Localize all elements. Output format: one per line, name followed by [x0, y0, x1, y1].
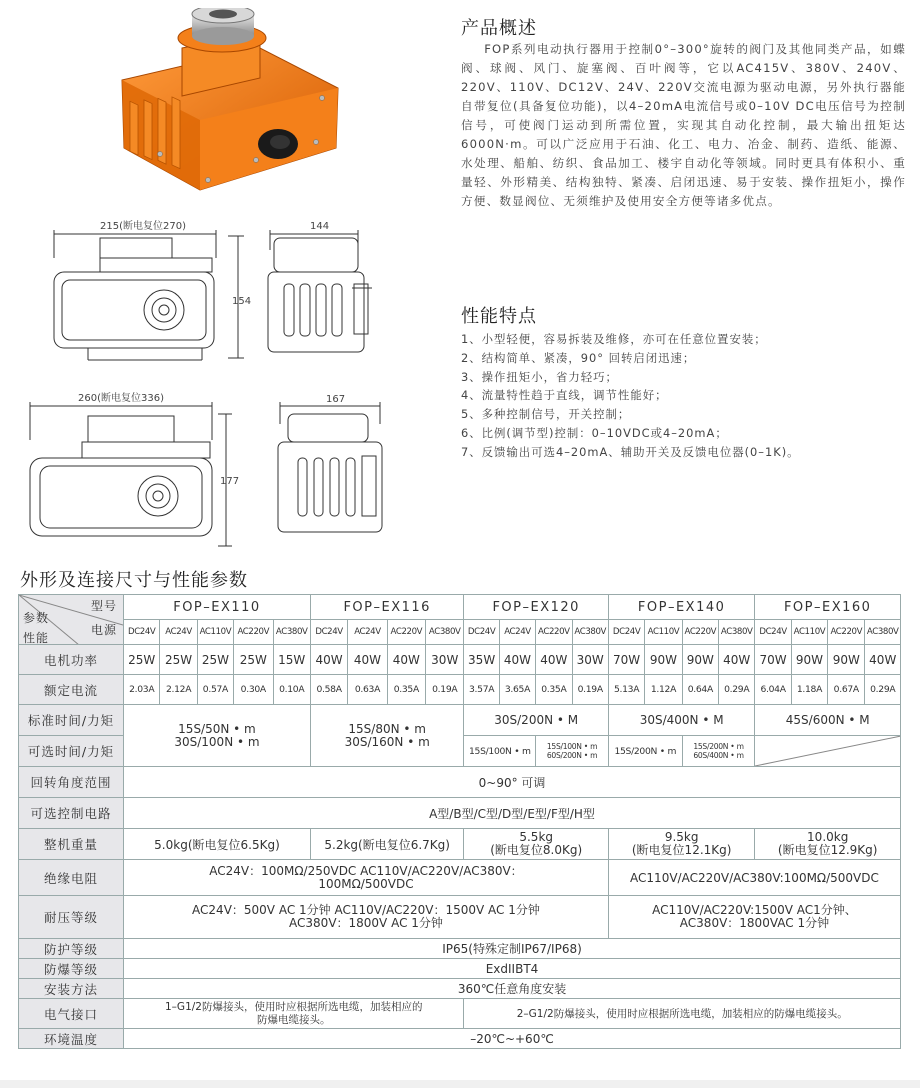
table-row: [19, 1029, 901, 1049]
list-item: 4、流量特性趋于直线，调节性能好；: [461, 388, 668, 403]
power-cell: 25W: [160, 645, 197, 675]
spec-table: [18, 594, 901, 1049]
model-header: FOP–EX140: [608, 595, 754, 620]
current-cell: 0.35A: [536, 675, 572, 705]
current-cell: 3.65A: [499, 675, 535, 705]
model-header: FOP–EX160: [755, 595, 901, 620]
table-row: [19, 999, 901, 1029]
table-row: [19, 798, 901, 829]
current-cell: 0.19A: [572, 675, 608, 705]
ex140-opt-time-alt: 15S/200N • m 60S/400N • m: [682, 736, 755, 767]
row-label: 整机重量: [19, 829, 124, 860]
electrical-right: 2–G1/2防爆接头，使用时应根据所选电缆，加装相应的防爆电缆接头。: [464, 999, 901, 1029]
power-cell: 90W: [682, 645, 718, 675]
power-cell: 25W: [234, 645, 273, 675]
table-row: [19, 767, 901, 798]
drawing1-side: [262, 228, 382, 368]
list-item: 5、多种控制信号，开关控制；: [461, 407, 631, 422]
power-cell: 40W: [310, 645, 347, 675]
power-cell: 35W: [464, 645, 499, 675]
ambient-value: –20℃~+60℃: [124, 1029, 901, 1049]
list-item: 6、比例(调节型)控制：0–10VDC或4–20mA；: [461, 425, 728, 440]
table-row: [19, 860, 901, 896]
voltage-cell: AC110V: [197, 620, 233, 645]
voltage-cell: AC380V: [572, 620, 608, 645]
row-label: 防护等级: [19, 939, 124, 959]
voltage-cell: AC220V: [536, 620, 572, 645]
current-cell: 2.03A: [124, 675, 160, 705]
voltage-cell: AC110V: [791, 620, 827, 645]
row-label: 电气接口: [19, 999, 124, 1029]
voltage-cell: DC24V: [464, 620, 499, 645]
ex120-std-time: 30S/200N • M: [464, 705, 608, 736]
voltage-cell: AC220V: [682, 620, 718, 645]
ex140-weight: 9.5kg (断电复位12.1Kg): [608, 829, 754, 860]
install-value: 360℃任意角度安装: [124, 979, 901, 999]
voltage-row: [19, 620, 901, 645]
model-header: FOP–EX110: [124, 595, 311, 620]
current-cell: 3.57A: [464, 675, 499, 705]
drawing2-width-label: 260(断电复位336): [78, 393, 164, 404]
ex160-weight: 10.0kg (断电复位12.9Kg): [755, 829, 901, 860]
drawing2-side: [272, 400, 392, 550]
explosion-value: ExdIIBT4: [124, 959, 901, 979]
power-cell: 30W: [426, 645, 464, 675]
row-label: 绝缘电阻: [19, 860, 124, 896]
power-cell: 30W: [572, 645, 608, 675]
drawing1-front: [48, 228, 248, 368]
current-cell: 0.57A: [197, 675, 233, 705]
corner-perf: 性能: [23, 631, 50, 645]
voltage-cell: AC110V: [645, 620, 682, 645]
current-cell: 0.30A: [234, 675, 273, 705]
table-corner: [19, 595, 124, 645]
row-label: 安装方法: [19, 979, 124, 999]
voltage-cell: DC24V: [310, 620, 347, 645]
diagonal-line: [755, 736, 900, 766]
voltage-cell: DC24V: [608, 620, 644, 645]
table-row: [19, 939, 901, 959]
row-label: 防爆等级: [19, 959, 124, 979]
voltage-cell: AC220V: [387, 620, 425, 645]
row-label: 可选控制电路: [19, 798, 124, 829]
rotation-value: 0~90° 可调: [124, 767, 901, 798]
current-cell: 0.10A: [273, 675, 310, 705]
list-item: 1、小型轻便，容易拆装及维修，亦可在任意位置安装；: [461, 332, 767, 346]
drawing2-side-label: 167: [326, 394, 346, 405]
insulation-right: AC110V/AC220V/AC380V:100MΩ/500VDC: [608, 860, 900, 896]
features-title: 性能特点: [461, 306, 537, 327]
power-cell: 40W: [536, 645, 572, 675]
power-cell: 90W: [645, 645, 682, 675]
current-cell: 0.67A: [828, 675, 865, 705]
voltage-cell: AC380V: [426, 620, 464, 645]
power-cell: 40W: [499, 645, 535, 675]
row-label: 回转角度范围: [19, 767, 124, 798]
row-label: 标准时间/力矩: [19, 705, 124, 736]
voltage-cell: AC380V: [865, 620, 901, 645]
row-label: 可选时间/力矩: [19, 736, 124, 767]
power-cell: 40W: [865, 645, 901, 675]
voltage-cell: AC220V: [234, 620, 273, 645]
control-value: A型/B型/C型/D型/E型/F型/H型: [124, 798, 901, 829]
withstand-left: AC24V：500V AC 1分钟 AC110V/AC220V：1500V AC 1分钟 AC380V：1800V AC 1分钟: [124, 896, 609, 939]
voltage-cell: AC380V: [719, 620, 755, 645]
corner-power: 电源: [91, 623, 118, 637]
current-cell: 0.64A: [682, 675, 718, 705]
power-cell: 40W: [719, 645, 755, 675]
features-list: [461, 330, 911, 462]
row-label: 耐压等级: [19, 896, 124, 939]
ex110-weight: 5.0kg(断电复位6.5Kg): [124, 829, 311, 860]
drawing2-front: [26, 400, 236, 550]
ex116-weight: 5.2kg(断电复位6.7Kg): [310, 829, 464, 860]
drawing1-width-label: 215(断电复位270): [100, 221, 186, 232]
table-row: [19, 675, 901, 705]
list-item: 3、操作扭矩小，省力轻巧；: [461, 369, 618, 384]
current-cell: 1.18A: [791, 675, 827, 705]
power-cell: 25W: [197, 645, 233, 675]
ex116-time-torque: 15S/80N • m 30S/160N • m: [310, 705, 464, 767]
current-cell: 2.12A: [160, 675, 197, 705]
list-item: 7、反馈输出可选4–20mA、辅助开关及反馈电位器(0–1K)。: [461, 444, 800, 459]
voltage-cell: DC24V: [755, 620, 791, 645]
current-cell: 0.19A: [426, 675, 464, 705]
corner-model: 型号: [91, 599, 118, 613]
ex160-std-time: 45S/600N • M: [755, 705, 901, 736]
ex140-opt-time: 15S/200N • m: [608, 736, 682, 767]
drawing1-side-label: 144: [310, 221, 330, 232]
table-title: 外形及连接尺寸与性能参数: [20, 570, 248, 591]
row-label: 额定电流: [19, 675, 124, 705]
ex110-time-torque: 15S/50N • m 30S/100N • m: [124, 705, 311, 767]
electrical-left: 1–G1/2防爆接头，使用时应根据所选电缆，加装相应的 防爆电缆接头。: [124, 999, 464, 1029]
table-row: [19, 705, 901, 736]
table-row: [19, 896, 901, 939]
current-cell: 0.29A: [719, 675, 755, 705]
current-cell: 5.13A: [608, 675, 644, 705]
ex120-weight: 5.5kg (断电复位8.0Kg): [464, 829, 608, 860]
row-label: 环境温度: [19, 1029, 124, 1049]
drawing2-height-label: 177: [220, 476, 240, 487]
power-cell: 15W: [273, 645, 310, 675]
table-row: [19, 959, 901, 979]
actuator-photo: [110, 8, 350, 198]
overview-text: FOP系列电动执行器用于控制0°–300°旋转的阀门及其他同类产品，如蝶阀、球阀、风门、旋塞阀、百叶阀等，它以AC415V、380V、240V、220V、110V、DC12V、24V、220V交流电源为驱动电源，另外执行器能自带复位(具备复位功能)，以4–20mA电流信号或0–10V DC电压信号为控制信号，可使阀门运动到所需位置，实现其自动化控制，最大输出扭矩达6000N·m。可以广泛应用于石油、化工、电力、冶金、制药、造纸、能源、水处理、船舶、纺织、食品加工、楼宇自动化等领域。同时更具有体积小、重量轻、外形精美、结构独特、紧凑、启闭迅速、易于安装、操作扭矩小，操作方便、数显阀位、无须维护及使用安全方便等诸多优点。: [461, 42, 906, 208]
corner-param: 参数: [23, 611, 50, 625]
ex160-opt-time-empty: [755, 736, 901, 767]
page-bottom-band: [0, 1080, 920, 1088]
insulation-left: AC24V：100MΩ/250VDC AC110V/AC220V/AC380V： 100MΩ/500VDC: [124, 860, 609, 896]
current-cell: 6.04A: [755, 675, 791, 705]
table-row: [19, 645, 901, 675]
power-cell: 70W: [608, 645, 644, 675]
table-row: [19, 829, 901, 860]
voltage-cell: DC24V: [124, 620, 160, 645]
model-header: FOP–EX116: [310, 595, 464, 620]
current-cell: 0.35A: [387, 675, 425, 705]
current-cell: 0.29A: [865, 675, 901, 705]
current-cell: 0.63A: [348, 675, 387, 705]
ex140-std-time: 30S/400N • M: [608, 705, 754, 736]
withstand-right: AC110V/AC220V:1500V AC1分钟、 AC380V：1800VAC 1分钟: [608, 896, 900, 939]
current-cell: 1.12A: [645, 675, 682, 705]
model-header: FOP–EX120: [464, 595, 608, 620]
voltage-cell: AC24V: [348, 620, 387, 645]
current-cell: 0.58A: [310, 675, 347, 705]
row-label: 电机功率: [19, 645, 124, 675]
table-row: [19, 979, 901, 999]
power-cell: 25W: [124, 645, 160, 675]
voltage-cell: AC24V: [160, 620, 197, 645]
protection-value: IP65(特殊定制IP67/IP68): [124, 939, 901, 959]
voltage-cell: AC24V: [499, 620, 535, 645]
power-cell: 70W: [755, 645, 791, 675]
drawing1-height-label: 154: [232, 296, 252, 307]
ex120-opt-time: 15S/100N • m: [464, 736, 536, 767]
voltage-cell: AC220V: [828, 620, 865, 645]
overview-title: 产品概述: [461, 18, 537, 39]
power-cell: 90W: [791, 645, 827, 675]
power-cell: 90W: [828, 645, 865, 675]
power-cell: 40W: [348, 645, 387, 675]
ex120-opt-time-alt: 15S/100N • m 60S/200N • m: [536, 736, 609, 767]
voltage-cell: AC380V: [273, 620, 310, 645]
list-item: 2、结构简单、紧凑，90° 回转启闭迅速；: [461, 350, 696, 365]
power-cell: 40W: [387, 645, 425, 675]
